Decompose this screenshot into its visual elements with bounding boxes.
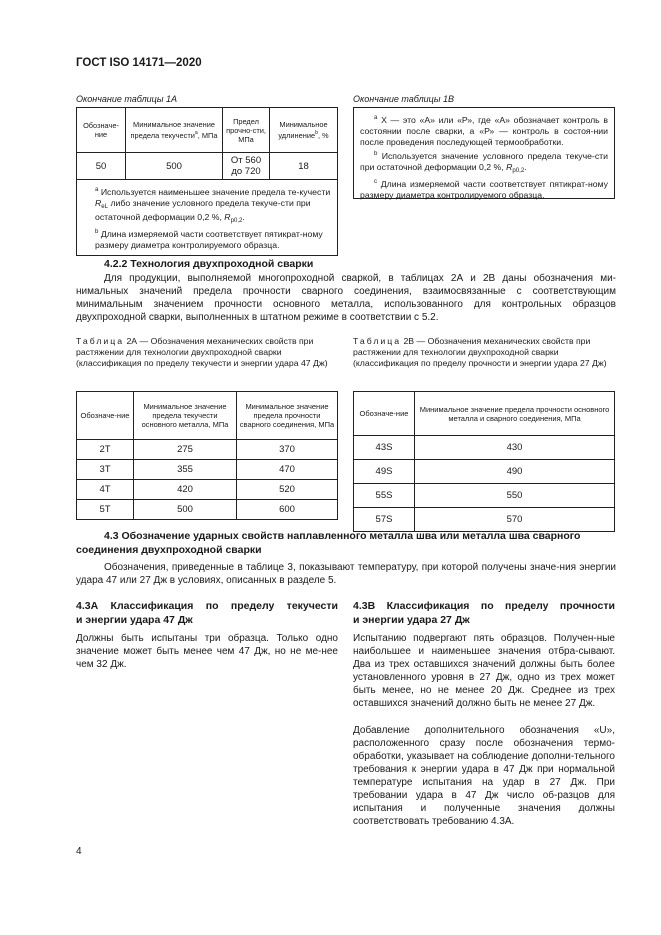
header-text: Минимальное значение предела текучести	[130, 120, 215, 140]
table-cell: 500	[134, 500, 237, 520]
table-cell: 49S	[354, 460, 415, 484]
table-2a-caption	[76, 336, 338, 369]
note-a	[360, 112, 608, 148]
table-row	[354, 436, 615, 460]
footnote-mark: a	[194, 130, 198, 136]
table-row	[354, 460, 615, 484]
footnote-mark: a	[95, 186, 99, 193]
table-cell: 2T	[77, 440, 134, 460]
table-1a-caption: Окончание таблицы 1А	[76, 94, 177, 104]
table-footnote-row	[77, 180, 338, 256]
caption-text: 2В — Обозначения механических свойств при растяжении для технологии двухпроходной сварки (классификация по пределу прочности и энергии удара 27 Дж)	[353, 336, 607, 368]
table-row	[77, 480, 338, 500]
table-header-cell: Минимальное значение предела прочности сварного соединения, МПа	[237, 392, 338, 440]
footnote-mark: c	[374, 178, 378, 185]
table-cell: 420	[134, 480, 237, 500]
footnote-text: Используется наименьшее значение предела те-кучести	[100, 187, 331, 197]
table-cell: 355	[134, 460, 237, 480]
table-2b-caption	[353, 336, 615, 369]
table-cell: 50	[77, 153, 126, 180]
table-cell: 57S	[354, 508, 415, 532]
table-cell: 430	[415, 436, 615, 460]
subscript: p0,2	[512, 167, 525, 174]
note-text: Используется значение условного предела текуче-сти при остаточной деформации 0,2 %,	[360, 151, 608, 172]
symbol: R	[95, 198, 102, 208]
table-cell: 275	[134, 440, 237, 460]
table-cell: 370	[237, 440, 338, 460]
symbol: R	[224, 212, 231, 222]
footnote-mark: b	[315, 130, 318, 136]
table-cell: 18	[270, 153, 338, 180]
table-2a	[76, 391, 338, 520]
table-1b-caption: Окончание таблицы 1В	[353, 94, 454, 104]
footnote-text: либо значение условного предела текуче-сти при остаточной деформации 0,2 %,	[95, 198, 311, 222]
cell-line: до 720	[231, 166, 261, 177]
footnote-a	[95, 184, 331, 226]
footnote-text: .	[242, 212, 245, 222]
table-cell: 550	[415, 484, 615, 508]
table-row	[77, 440, 338, 460]
table-header-row	[77, 108, 338, 153]
table-header-cell: Минимальное значение предела текучести основного металла, МПа	[134, 392, 237, 440]
section-4-3-text: Обозначения, приведенные в таблице 3, показывают температуру, при которой получены значе-ния энергии удара 47 или 27 Дж в условиях, описанных в разделе 5.	[76, 562, 616, 586]
footnote-mark: b	[374, 150, 378, 157]
table-cell: 520	[237, 480, 338, 500]
note-c	[360, 176, 608, 201]
table-row	[77, 460, 338, 480]
section-4-3a-heading-cont: и энергии удара 47 Дж	[76, 614, 193, 626]
table-cell: 5T	[77, 500, 134, 520]
table-2b	[353, 391, 615, 532]
table-row	[354, 508, 615, 532]
table-header-cell: Минимальное значение предела прочности основного металла и сварного соединения, МПа	[415, 392, 615, 436]
cell-line: От 560	[230, 155, 262, 166]
caption-label: Таблица	[76, 336, 125, 346]
table-header-cell: Предел прочно-сти, МПа	[223, 108, 270, 153]
table-cell: 4T	[77, 480, 134, 500]
table-row	[77, 153, 338, 180]
section-4-3-heading: 4.3 Обозначение ударных свойств наплавленного металла шва или металла шва сварного	[104, 530, 581, 542]
header-unit: , МПа	[197, 131, 218, 140]
table-header-cell	[126, 108, 223, 153]
table-header-cell: Обозначе-ние	[77, 108, 126, 153]
note-text: Длина измеряемой части соответствует пятикрат-ному размеру диаметра контролируемого образца.	[360, 179, 608, 200]
table-header-cell: Обозначе-ние	[354, 392, 415, 436]
section-4-2-2-heading: 4.2.2 Технология двухпроходной сварки	[104, 258, 314, 270]
table-cell: 500	[126, 153, 223, 180]
caption-text: 2А — Обозначения механических свойств при растяжении для технологии двухпроходной сварки (классификация по пределу текучести и энергии удара 47 Дж)	[76, 336, 328, 368]
table-cell: 55S	[354, 484, 415, 508]
table-1a	[76, 107, 338, 256]
table-footnotes	[77, 180, 338, 256]
footnote-mark: a	[374, 114, 378, 121]
header-unit: , %	[317, 131, 329, 140]
table-row	[77, 500, 338, 520]
footnote-mark: b	[95, 228, 99, 235]
table-1b-notes	[353, 107, 615, 199]
table-cell: 3T	[77, 460, 134, 480]
section-4-3b-text-2: Добавление дополнительного обозначения «U», расположенного сразу после обозначения термо-обработки, указывает на соблюдение дополни-тельного требования к энергии удара в 47 Дж при нормальной температуре испытания на удар в 27 Дж. При требовании удара в 47 Дж число об-разцов для испытания и полученные значения должны соответствовать требованию 4.3А.	[353, 725, 615, 827]
section-4-3b-text-1: Испытанию подвергают пять образцов. Получен-ные наибольшее и наименьшее значения отбра-сывают. Два из трех оставшихся значений должны быть более установленного уровня в 27 Дж, одно из трех может быть менее, но не менее 20 Дж. Среднее из трех оставшихся значений должно быть не менее 27 Дж.	[353, 633, 615, 709]
table-header-cell	[270, 108, 338, 153]
note-text: .	[524, 162, 527, 172]
section-4-3b-heading: 4.3В Классификация по пределу прочности	[353, 600, 615, 612]
page-number: 4	[76, 846, 82, 857]
table-cell: 570	[415, 508, 615, 532]
section-4-3-heading-cont: соединения двухпроходной сварки	[76, 544, 262, 556]
caption-label: Таблица	[353, 336, 402, 346]
section-4-2-2-text: Для продукции, выполняемой многопроходной сваркой, в таблицах 2А и 2В даны обозначения ми-нимальных значений предела прочности сварного соединения, взаимосвязанные с соответствующим минимальным значением прочности основного металла, использованного для контрольных образцов двухпроходной сварки, выполненных в штатном режиме в соответствии с 5.2.	[76, 273, 616, 323]
table-header-row	[354, 392, 615, 436]
table-cell: 490	[415, 460, 615, 484]
note-text: X — это «А» или «Р», где «А» обозначает контроль в состоянии после сварки, а «Р» — контроль в состоя-нии после проведения последующей термообработки.	[360, 115, 608, 147]
section-4-3a-heading: 4.3А Классификация по пределу текучести	[76, 600, 338, 612]
footnote-b	[95, 226, 331, 251]
document-header: ГОСТ ISO 14171—2020	[76, 57, 202, 69]
table-cell	[223, 153, 270, 180]
subscript: eL	[101, 203, 109, 210]
table-header-cell: Обозначе-ние	[77, 392, 134, 440]
section-4-3b-heading-cont: и энергии удара 27 Дж	[353, 614, 470, 626]
table-cell: 470	[237, 460, 338, 480]
note-b	[360, 148, 608, 176]
table-cell: 43S	[354, 436, 415, 460]
header-text: Минимальное удлинение	[278, 120, 328, 140]
footnote-text: Длина измеряемой части соответствует пятикрат-ному размеру диаметра контролируемого образца.	[95, 229, 323, 250]
table-header-row	[77, 392, 338, 440]
symbol: R	[506, 162, 513, 172]
table-row	[354, 484, 615, 508]
section-4-3a-text: Должны быть испытаны три образца. Только одно значение может быть менее чем 47 Дж, но не ме-нее чем 32 Дж.	[76, 633, 338, 670]
subscript: p0,2	[230, 217, 243, 224]
table-cell: 600	[237, 500, 338, 520]
